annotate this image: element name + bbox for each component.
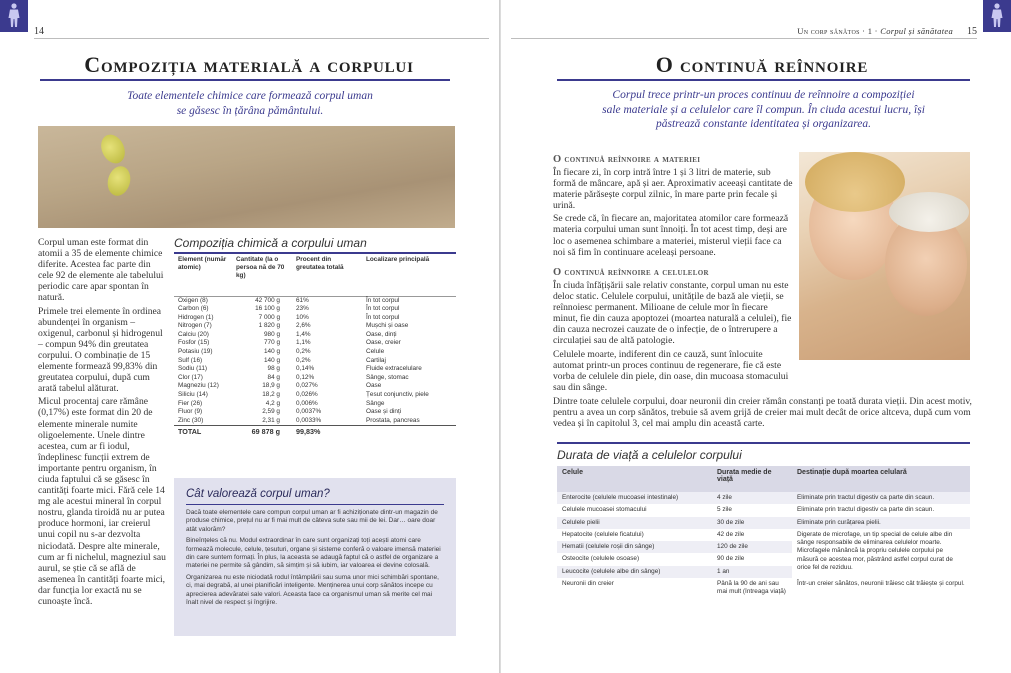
table-cell: Până la 90 de ani sau mai mult (întreaga viață) [712,578,792,599]
table-cell: Hematii (celulele roșii din sânge) [557,541,712,553]
table-cell: 0,2% [296,356,311,364]
body-text-column [553,280,793,395]
box-paragraph: Dacă toate elementele care compun corpul uman ar fi achiziționate dintr-un magazin de produse chimice, prețul nu ar fi mai mult de câteva sute sau mii de lei. Dar… oare doar atât valorăm? [186,509,438,533]
table-cell: 18,9 g [262,382,280,390]
paragraph: În ciuda înfățișării sale relativ constante, corpul uman nu este deloc static. Celulele corpului, unitățile de bază ale vieții, se reînnoiesc permanent. Milioane de celule mor în fiecare minut, fie din cauza apoptozei (moartea naturală a celulei), fie din cauza necrozei cauzate de o infecție, de o întrerupere a circulației sau de altă patologie. [553,280,792,347]
table-cell: 42 de zile [712,529,792,541]
header-rule [34,38,489,39]
table-row [174,365,456,374]
column-header: Cantitate (la o persoa nă de 70 kg) [232,256,292,296]
table-row [174,408,456,417]
table-cell: Celule [366,348,385,356]
table-cell: 1 820 g [258,322,280,330]
table-cell: Leucocite (celulele albe din sânge) [557,566,712,578]
paragraph: În fiecare zi, în corp intră între 1 și 3 litri de materie, sub formă de mâncare, apă și aer. Aproximativ aceeași cantitate de materie părăsește corpul zilnic, în mare parte prin fecale și urină. [553,167,793,212]
table-row [174,348,456,357]
table-cell: 0,026% [296,391,318,399]
table-cell: 980 g [264,330,280,338]
table-row [174,305,456,314]
value-info-box [174,478,456,636]
table-row [174,322,456,331]
table-cell: Sânge, stomac [366,373,409,381]
title-rule [40,79,450,81]
column-header: Durata medie de viață [712,466,792,492]
table-cell: 4 zile [712,492,792,504]
table-cell: Oase, creier [366,339,401,347]
table-cell: 770 g [264,339,280,347]
paragraph: Micul procentaj care rămâne (0,17%) este format din 20 de elemente minerale numite oligoelemente. Unele dintre acestea, cum ar fi iodul, îndeplinesc funcții extrem de importante pentru organism, în ciuda faptului că se găsesc în cantități foarte mici. Fără cele 14 mg ale acestui mineral în corpul nostru, glanda tiroidă nu ar putea produce hormoni, iar creierul unui copil nu s-ar dezvolta niciodată. Despre alte minerale, cum ar fi nichelul, magneziul sau aurul, se știe că se află de asemenea în cantități foarte mici, dar funcția lor exactă nu se cunoaște încă. [38,396,166,607]
table-cell [362,426,456,438]
table-cell: 0,2% [296,348,311,356]
column-header: Localizare principală [362,256,456,296]
left-page [0,0,500,673]
table-cell: Hidrogen (1) [178,313,214,321]
table-cell: 2,31 g [262,416,280,424]
table-cell: 99,83% [292,426,362,438]
table-row [174,382,456,391]
total-row [174,426,456,438]
table-cell: 0,027% [296,382,318,390]
paragraph: Se crede că, în fiecare an, majoritatea atomilor care formează materia corpului uman sunt înnoiți. În tot acest timp, deși are loc o asemenea schimbare a materiei, misterul vieții face ca noi să fim în continuare aceleași persoane. [553,213,789,258]
table-cell: 4,2 g [265,399,280,407]
table-row [174,391,456,400]
table-row [174,314,456,323]
table-row [557,504,970,516]
table-cell: Calciu (20) [178,330,209,338]
page-title: O continuă reînnoire [655,52,869,77]
table-cell: 90 de zile [712,553,792,565]
table-row [174,374,456,383]
smiling-women-photo [799,152,970,360]
table-cell: 5 zile [712,504,792,516]
table-cell: Oase [366,382,382,390]
table-cell: Fluide extracelulare [366,365,422,373]
human-figure-icon [0,0,28,32]
table-cell: Oase, dinți [366,330,397,338]
table-row [557,517,970,529]
table-cell: 30 de zile [712,517,792,529]
box-paragraph: Organizarea nu este niciodată rodul întâmplării sau suma unor mici schimbări spontane, ci, mai degrabă, al unei planificări inteligente. Menținerea unui corp sănătos incepe cu aprecierea adevăratei sale valori. Aceasta face ca organismul uman să merite cel mai înalt nivel de respect și îngrijire. [186,573,439,607]
table-cell: Celulele mucoasei stomacului [557,504,712,516]
table-cell: Fluor (9) [178,408,203,416]
header-rule [511,38,977,39]
column-header: Element (număr atomic) [174,256,232,296]
title-rule [557,79,970,81]
table-cell: Carbon (6) [178,305,209,313]
table-cell: Într-un creier sănătos, neuronii trăiesc cât trăiește și corpul. [792,578,970,599]
human-figure-icon [983,0,1011,32]
box-paragraph: Bineînțeles că nu. Modul extraordinar în care sunt organizați toți acești atomi care formează molecule, celule, țesuturi, organe și sisteme conferă o valoare imensă materiei din care suntem formați. În plus, la aceasta se adaugă faptul că o astfel de organizare a materiei ne permite să gândim, să simțim și să iubim, iar valoarea ei devine colosală. [186,537,441,570]
table-cell: Eliminate prin curățarea pielii. [792,517,970,529]
table-row [174,417,456,426]
table-row [557,492,970,504]
paragraph: Primele trei elemente în ordinea abundenței în organism – oxigenul, carbonul și hidrogenul – compun 94% din greutatea corpului. O combinație de 15 elemente formează 99,83% din greutatea corpului, după cum arată tabelul alăturat. [38,305,163,395]
table-cell: În tot corpul [366,305,400,313]
table-cell: 1,4% [296,330,311,338]
chem-composition-table [174,256,456,438]
table-row [174,331,456,340]
page-title: Compoziția materială a corpului [84,52,414,77]
table-cell: 23% [296,305,309,313]
page-number: 15 [967,26,977,37]
table-cell: Sânge [366,399,385,407]
sand-sprout-photo [38,126,455,228]
table-cell: Fier (26) [178,399,203,407]
table-cell: 2,59 g [262,408,280,416]
paragraph: Corpul uman este format din atomii a 35 de elemente chimice diferite. Acestea fac parte din cele 92 de elemente ale tabelului periodic care apar spontan în natură. [38,237,164,304]
table-cell: Eliminate prin tractul digestiv ca parte din scaun. [792,504,970,516]
table-cell: Sodiu (11) [178,365,208,373]
table-cell: Țesut conjunctiv, piele [366,391,429,399]
table-cell: 0,12% [296,373,315,381]
right-page [501,0,1011,673]
table-cell: 98 g [267,365,280,373]
table-cell: Cartilaj [366,356,386,364]
box-title: Cât valorează corpul uman? [186,488,330,500]
table-cell: Oase și dinți [366,408,402,416]
body-text-column [38,237,166,609]
table-cell: Osteocite (celulele osoase) [557,553,712,565]
table-row [557,578,970,599]
table-cell: Nitrogen (7) [178,322,212,330]
table-cell: Prostata, pancreas [366,416,420,424]
running-head: Un corp sănătos · 1 · Corpul și sănătatea [797,26,953,36]
table-cell: 69 878 g [232,426,292,438]
life-table-title: Durata de viață a celulelor corpului [557,448,742,462]
table-cell: 0,006% [296,399,318,407]
table-cell: 16 100 g [255,305,280,313]
lead-text: Corpul trece printr-un proces continuu de reînnoire a compoziției sale materiale și a celulelor care îl compun. În ciuda acestui lucru, își păstrează constante identitatea și organizarea. [602,89,925,130]
table-row [174,400,456,409]
cell-lifespan-table [557,466,970,599]
table-cell: Zinc (30) [178,416,204,424]
table-cell: 84 g [267,373,280,381]
table-cell: Oxigen (8) [178,296,208,304]
table-cell: 120 de zile [712,541,792,553]
table-cell: Hepatocite (celulele ficatului) [557,529,712,541]
table-cell: 1 an [712,566,792,578]
page-number: 14 [34,26,44,37]
table-cell: Clor (17) [178,373,203,381]
table-row [557,529,970,541]
table-cell: 18,2 g [262,391,280,399]
table-cell: 7 000 g [258,313,280,321]
paragraph: Dintre toate celulele corpului, doar neuronii din creier rămân constanți pe toată durata vieții. Din acest motiv, pentru a avea un corp sănătos, trebuie să avem grijă de creier mai mult decât de orice altceva, după cum vom vedea și în capitolul 3, cel mai amplu din această carte. [553,396,972,430]
table-cell: 140 g [264,348,280,356]
table-cell: 10% [296,313,309,321]
table-cell: Enterocite (celulele mucoasei intestinale) [557,492,712,504]
table-cell: Potasiu (19) [178,348,213,356]
table-cell: 61% [296,296,309,304]
column-header: Celule [557,466,712,492]
table-cell: Digerate de microfage, un tip special de celule albe din sânge responsabile de eliminarea celulelor moarte. Microfagele mănâncă la propriu celulele corpului pe măsură ce acestea mor, păstrând astfel corpul curat de orice fel de reziduu. [792,529,970,578]
table-cell: Fosfor (15) [178,339,210,347]
box-rule [186,504,444,505]
table-cell: Sulf (16) [178,356,203,364]
column-header: Procent din greutatea totală [292,256,362,296]
body-text-column [553,167,793,260]
table-cell: În tot corpul [366,313,400,321]
table-cell: Magneziu (12) [178,382,219,390]
section-heading: O continuă reînnoire a celulelor [553,267,709,278]
table-rule [174,252,456,254]
section-heading: O continuă reînnoire a materiei [553,154,701,165]
table-cell: 0,14% [296,365,315,373]
table-cell: Neuronii din creier [557,578,712,599]
table-cell: În tot corpul [366,296,400,304]
table-cell: 0,0033% [296,416,322,424]
table-cell: 0,0037% [296,408,322,416]
table-cell: 2,6% [296,322,311,330]
paragraph: Celulele moarte, indiferent din ce cauză, sunt înlocuite automat printr-un proces continuu de regenerare, fie că este vorba de celulele din piele, din oase, din mucoasa stomacului sau din sânge. [553,348,789,393]
column-header: Destinație după moartea celulară [792,466,970,492]
table-cell: 140 g [264,356,280,364]
table-row [174,339,456,348]
lead-text: Toate elementele chimice care formează corpul uman se găsesc în țărâna pământului. [127,90,373,117]
chem-table-title: Compoziția chimică a corpului uman [174,236,367,250]
table-cell: TOTAL [174,426,232,438]
table-row [174,296,456,305]
table-cell: Eliminate prin tractul digestiv ca parte din scaun. [792,492,970,504]
table-cell: Mușchi și oase [366,322,409,330]
table-cell: 42 700 g [255,296,280,304]
table-row [174,357,456,366]
body-text-wide [553,396,973,431]
table-cell: Siliciu (14) [178,391,208,399]
table-cell: Celulele pielii [557,517,712,529]
table-rule [557,442,970,444]
table-cell: 1,1% [296,339,311,347]
